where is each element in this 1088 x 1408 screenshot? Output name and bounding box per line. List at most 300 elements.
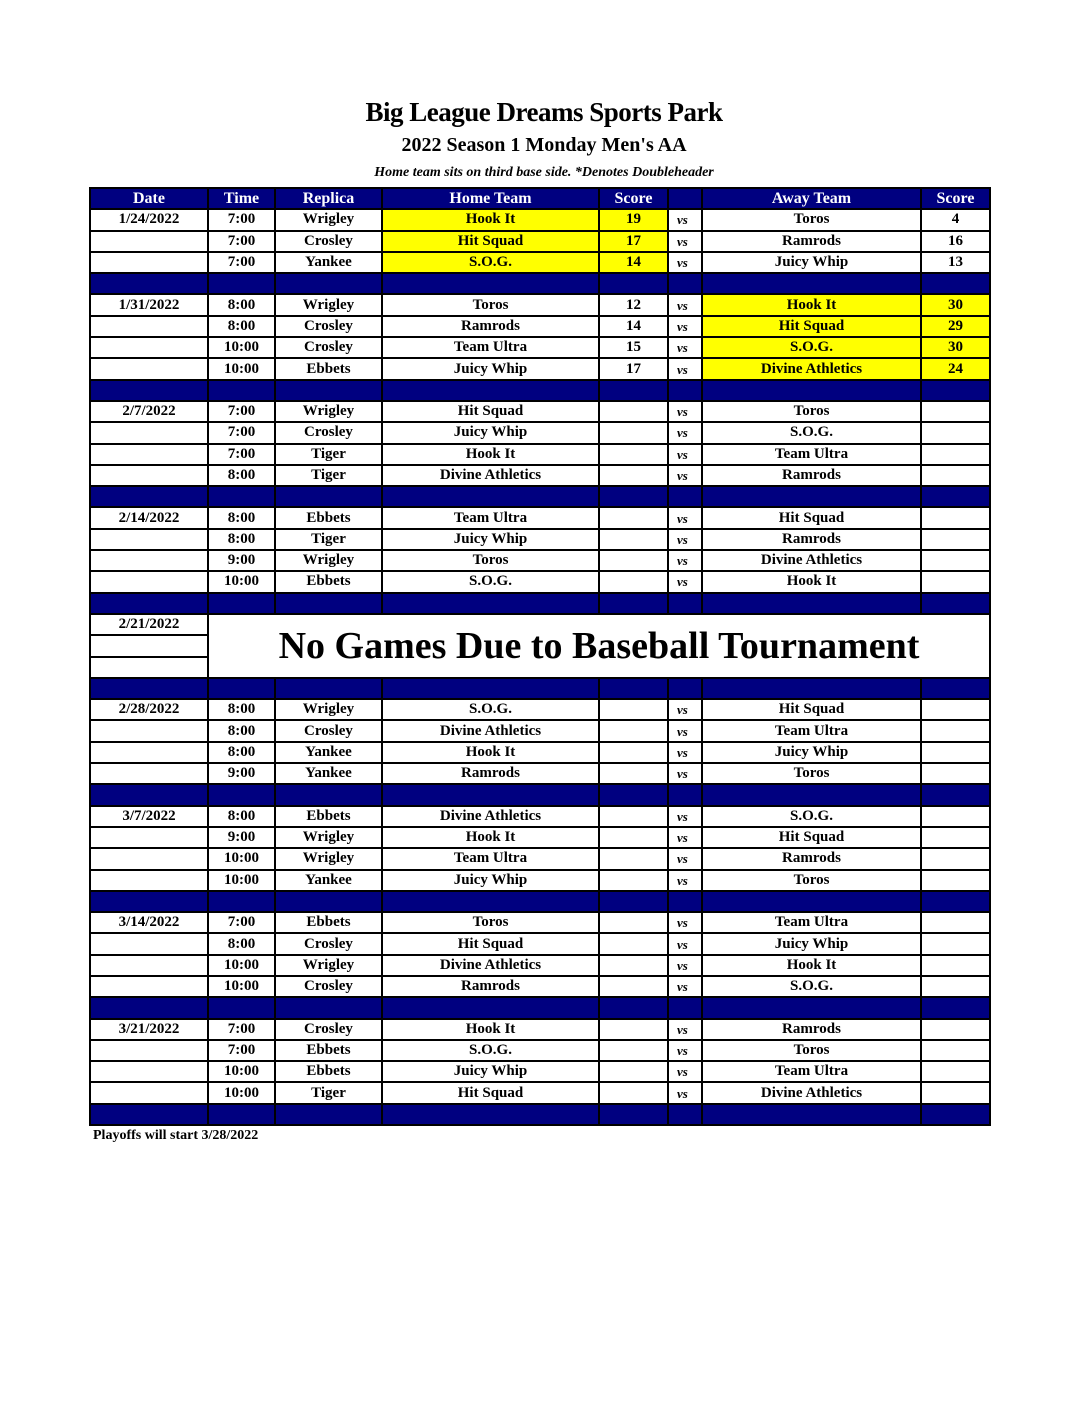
home-team-cell: Hook It <box>382 1019 599 1040</box>
date-cell <box>90 933 208 954</box>
separator-cell <box>382 273 599 294</box>
no-games-notice: No Games Due to Baseball Tournament <box>208 614 990 678</box>
home-team-cell: Hit Squad <box>382 1082 599 1103</box>
home-team-cell: Hook It <box>382 742 599 763</box>
replica-cell: Crosley <box>275 1019 382 1040</box>
separator-cell <box>208 784 275 805</box>
week-separator-row <box>90 273 990 294</box>
home-team-cell: Hook It <box>382 827 599 848</box>
home-team-cell: Divine Athletics <box>382 955 599 976</box>
date-cell <box>90 870 208 891</box>
game-row <box>90 912 990 933</box>
game-row <box>90 848 990 869</box>
vs-label: vs <box>668 742 702 763</box>
away-score-cell <box>921 1061 990 1082</box>
col-header-home-score: Score <box>599 188 668 209</box>
separator-cell <box>208 997 275 1018</box>
date-cell <box>90 337 208 358</box>
home-score-cell <box>599 912 668 933</box>
separator-cell <box>382 678 599 699</box>
week-separator-row <box>90 997 990 1018</box>
date-cell <box>90 1082 208 1103</box>
time-cell: 9:00 <box>208 827 275 848</box>
away-score-cell <box>921 444 990 465</box>
vs-label: vs <box>668 316 702 337</box>
away-team-cell: Ramrods <box>702 465 921 486</box>
week-separator-row <box>90 380 990 401</box>
vs-label: vs <box>668 1061 702 1082</box>
away-score-cell <box>921 848 990 869</box>
separator-cell <box>208 486 275 507</box>
week-separator-row <box>90 1104 990 1125</box>
separator-cell <box>208 273 275 294</box>
separator-cell <box>702 678 921 699</box>
game-row <box>90 720 990 741</box>
home-team-cell: Team Ultra <box>382 337 599 358</box>
home-score-cell: 15 <box>599 337 668 358</box>
away-team-cell: Ramrods <box>702 848 921 869</box>
separator-cell <box>921 593 990 614</box>
home-team-cell: Toros <box>382 550 599 571</box>
game-row <box>90 209 990 230</box>
separator-cell <box>921 1104 990 1125</box>
home-team-cell: Hook It <box>382 444 599 465</box>
away-team-cell: Hit Squad <box>702 316 921 337</box>
home-score-cell <box>599 806 668 827</box>
separator-cell <box>599 273 668 294</box>
home-score-cell <box>599 720 668 741</box>
replica-cell: Crosley <box>275 933 382 954</box>
replica-cell: Crosley <box>275 337 382 358</box>
time-cell: 8:00 <box>208 294 275 315</box>
replica-cell: Yankee <box>275 252 382 273</box>
separator-cell <box>668 273 702 294</box>
vs-label: vs <box>668 529 702 550</box>
date-cell <box>90 827 208 848</box>
away-team-cell: S.O.G. <box>702 806 921 827</box>
vs-label: vs <box>668 209 702 230</box>
time-cell: 7:00 <box>208 1040 275 1061</box>
game-row <box>90 1082 990 1103</box>
game-row <box>90 444 990 465</box>
away-team-cell: Team Ultra <box>702 720 921 741</box>
separator-cell <box>275 380 382 401</box>
away-team-cell: Hook It <box>702 571 921 592</box>
home-score-cell: 14 <box>599 316 668 337</box>
away-score-cell <box>921 912 990 933</box>
home-team-cell: S.O.G. <box>382 699 599 720</box>
game-row <box>90 933 990 954</box>
away-score-cell <box>921 465 990 486</box>
home-team-cell: S.O.G. <box>382 571 599 592</box>
away-team-cell: Ramrods <box>702 1019 921 1040</box>
away-team-cell: Ramrods <box>702 529 921 550</box>
separator-cell <box>668 1104 702 1125</box>
time-cell: 10:00 <box>208 358 275 379</box>
away-score-cell <box>921 870 990 891</box>
vs-label: vs <box>668 444 702 465</box>
away-score-cell: 4 <box>921 209 990 230</box>
time-cell: 10:00 <box>208 1061 275 1082</box>
col-header-home-team: Home Team <box>382 188 599 209</box>
date-cell: 1/31/2022 <box>90 294 208 315</box>
vs-label: vs <box>668 1040 702 1061</box>
home-team-cell: Toros <box>382 912 599 933</box>
home-team-cell: Hook It <box>382 209 599 230</box>
date-cell: 3/21/2022 <box>90 1019 208 1040</box>
replica-cell: Ebbets <box>275 1040 382 1061</box>
home-score-cell <box>599 571 668 592</box>
separator-cell <box>208 891 275 912</box>
time-cell: 7:00 <box>208 252 275 273</box>
separator-cell <box>599 784 668 805</box>
home-score-cell: 19 <box>599 209 668 230</box>
notice-row <box>90 614 990 635</box>
time-cell: 7:00 <box>208 1019 275 1040</box>
replica-cell: Ebbets <box>275 1061 382 1082</box>
date-cell: 2/28/2022 <box>90 699 208 720</box>
separator-cell <box>90 997 208 1018</box>
vs-label: vs <box>668 763 702 784</box>
away-team-cell: Team Ultra <box>702 912 921 933</box>
separator-cell <box>208 1104 275 1125</box>
game-row <box>90 806 990 827</box>
home-score-cell: 17 <box>599 231 668 252</box>
home-score-cell <box>599 699 668 720</box>
replica-cell: Crosley <box>275 976 382 997</box>
separator-cell <box>275 678 382 699</box>
game-row <box>90 1061 990 1082</box>
time-cell: 7:00 <box>208 231 275 252</box>
vs-label: vs <box>668 231 702 252</box>
away-score-cell <box>921 1019 990 1040</box>
game-row <box>90 529 990 550</box>
separator-cell <box>382 486 599 507</box>
home-score-cell: 17 <box>599 358 668 379</box>
separator-cell <box>702 273 921 294</box>
home-score-cell <box>599 550 668 571</box>
replica-cell: Ebbets <box>275 571 382 592</box>
time-cell: 9:00 <box>208 550 275 571</box>
separator-cell <box>90 678 208 699</box>
away-score-cell <box>921 933 990 954</box>
replica-cell: Wrigley <box>275 209 382 230</box>
separator-cell <box>668 784 702 805</box>
away-score-cell <box>921 1040 990 1061</box>
time-cell: 8:00 <box>208 316 275 337</box>
separator-cell <box>599 593 668 614</box>
col-header-time: Time <box>208 188 275 209</box>
game-row <box>90 358 990 379</box>
separator-cell <box>668 997 702 1018</box>
schedule-note: Home team sits on third base side. *Denotes Doubleheader <box>374 165 714 180</box>
separator-cell <box>599 1104 668 1125</box>
away-team-cell: Team Ultra <box>702 1061 921 1082</box>
home-team-cell: Juicy Whip <box>382 870 599 891</box>
vs-label: vs <box>668 976 702 997</box>
col-header-vs <box>668 188 702 209</box>
away-score-cell: 16 <box>921 231 990 252</box>
away-score-cell <box>921 742 990 763</box>
separator-cell <box>382 997 599 1018</box>
home-score-cell <box>599 1061 668 1082</box>
home-team-cell: Juicy Whip <box>382 358 599 379</box>
game-row <box>90 870 990 891</box>
home-score-cell <box>599 1082 668 1103</box>
week-separator-row <box>90 486 990 507</box>
date-cell: 3/14/2022 <box>90 912 208 933</box>
away-score-cell <box>921 529 990 550</box>
week-separator-row <box>90 593 990 614</box>
separator-cell <box>702 486 921 507</box>
replica-cell: Ebbets <box>275 912 382 933</box>
away-score-cell <box>921 976 990 997</box>
separator-cell <box>599 891 668 912</box>
home-score-cell <box>599 976 668 997</box>
game-row <box>90 507 990 528</box>
home-score-cell: 14 <box>599 252 668 273</box>
away-team-cell: S.O.G. <box>702 422 921 443</box>
game-row <box>90 1019 990 1040</box>
page-subtitle: 2022 Season 1 Monday Men's AA <box>401 134 687 156</box>
game-row <box>90 763 990 784</box>
replica-cell: Yankee <box>275 870 382 891</box>
game-row <box>90 294 990 315</box>
time-cell: 10:00 <box>208 955 275 976</box>
separator-cell <box>90 486 208 507</box>
empty-date-cell <box>90 657 208 678</box>
time-cell: 9:00 <box>208 763 275 784</box>
separator-cell <box>668 678 702 699</box>
vs-label: vs <box>668 912 702 933</box>
game-row <box>90 827 990 848</box>
date-cell: 2/7/2022 <box>90 401 208 422</box>
home-team-cell: Team Ultra <box>382 848 599 869</box>
replica-cell: Yankee <box>275 763 382 784</box>
vs-label: vs <box>668 294 702 315</box>
game-row <box>90 465 990 486</box>
time-cell: 10:00 <box>208 848 275 869</box>
away-team-cell: Toros <box>702 870 921 891</box>
date-cell <box>90 465 208 486</box>
replica-cell: Crosley <box>275 316 382 337</box>
separator-cell <box>275 997 382 1018</box>
replica-cell: Tiger <box>275 1082 382 1103</box>
away-score-cell <box>921 763 990 784</box>
week-separator-row <box>90 678 990 699</box>
separator-cell <box>208 593 275 614</box>
away-score-cell <box>921 699 990 720</box>
home-team-cell: S.O.G. <box>382 252 599 273</box>
separator-cell <box>275 593 382 614</box>
date-cell <box>90 358 208 379</box>
separator-cell <box>599 997 668 1018</box>
separator-cell <box>702 997 921 1018</box>
separator-cell <box>90 784 208 805</box>
time-cell: 8:00 <box>208 720 275 741</box>
game-row <box>90 976 990 997</box>
separator-cell <box>382 891 599 912</box>
away-score-cell <box>921 955 990 976</box>
away-score-cell: 13 <box>921 252 990 273</box>
away-team-cell: S.O.G. <box>702 976 921 997</box>
date-cell <box>90 444 208 465</box>
date-cell: 2/21/2022 <box>90 614 208 635</box>
separator-cell <box>275 486 382 507</box>
separator-cell <box>382 593 599 614</box>
replica-cell: Crosley <box>275 231 382 252</box>
vs-label: vs <box>668 1019 702 1040</box>
date-cell: 3/7/2022 <box>90 806 208 827</box>
time-cell: 10:00 <box>208 870 275 891</box>
time-cell: 8:00 <box>208 742 275 763</box>
time-cell: 7:00 <box>208 209 275 230</box>
week-separator-row <box>90 891 990 912</box>
home-team-cell: Team Ultra <box>382 507 599 528</box>
away-team-cell: Divine Athletics <box>702 550 921 571</box>
col-header-away-team: Away Team <box>702 188 921 209</box>
vs-label: vs <box>668 550 702 571</box>
date-cell <box>90 742 208 763</box>
replica-cell: Crosley <box>275 422 382 443</box>
replica-cell: Ebbets <box>275 507 382 528</box>
date-cell <box>90 252 208 273</box>
away-team-cell: Toros <box>702 763 921 784</box>
empty-date-cell <box>90 635 208 656</box>
away-score-cell <box>921 806 990 827</box>
vs-label: vs <box>668 933 702 954</box>
away-team-cell: Hook It <box>702 955 921 976</box>
away-score-cell <box>921 401 990 422</box>
home-score-cell <box>599 742 668 763</box>
home-score-cell <box>599 401 668 422</box>
replica-cell: Wrigley <box>275 848 382 869</box>
game-row <box>90 252 990 273</box>
home-score-cell <box>599 955 668 976</box>
separator-cell <box>668 891 702 912</box>
away-score-cell: 24 <box>921 358 990 379</box>
replica-cell: Wrigley <box>275 401 382 422</box>
vs-label: vs <box>668 870 702 891</box>
vs-label: vs <box>668 827 702 848</box>
date-cell <box>90 848 208 869</box>
date-cell <box>90 529 208 550</box>
away-team-cell: Divine Athletics <box>702 1082 921 1103</box>
replica-cell: Crosley <box>275 720 382 741</box>
home-score-cell <box>599 848 668 869</box>
away-team-cell: S.O.G. <box>702 337 921 358</box>
playoffs-note: Playoffs will start 3/28/2022 <box>93 1128 259 1143</box>
game-row <box>90 571 990 592</box>
separator-cell <box>90 891 208 912</box>
replica-cell: Ebbets <box>275 806 382 827</box>
replica-cell: Wrigley <box>275 550 382 571</box>
away-score-cell <box>921 827 990 848</box>
date-cell <box>90 316 208 337</box>
page-title: Big League Dreams Sports Park <box>365 97 723 127</box>
home-score-cell <box>599 507 668 528</box>
home-team-cell: Hit Squad <box>382 933 599 954</box>
away-team-cell: Juicy Whip <box>702 933 921 954</box>
separator-cell <box>208 380 275 401</box>
separator-cell <box>668 380 702 401</box>
vs-label: vs <box>668 720 702 741</box>
vs-label: vs <box>668 252 702 273</box>
separator-cell <box>921 273 990 294</box>
home-team-cell: Juicy Whip <box>382 422 599 443</box>
separator-cell <box>921 891 990 912</box>
table-header-row <box>90 188 990 209</box>
away-team-cell: Toros <box>702 401 921 422</box>
replica-cell: Tiger <box>275 465 382 486</box>
time-cell: 10:00 <box>208 571 275 592</box>
home-score-cell <box>599 422 668 443</box>
separator-cell <box>668 593 702 614</box>
separator-cell <box>599 486 668 507</box>
home-team-cell: Ramrods <box>382 763 599 784</box>
time-cell: 7:00 <box>208 444 275 465</box>
vs-label: vs <box>668 422 702 443</box>
separator-cell <box>921 380 990 401</box>
home-team-cell: Juicy Whip <box>382 1061 599 1082</box>
home-score-cell <box>599 529 668 550</box>
game-row <box>90 742 990 763</box>
separator-cell <box>90 593 208 614</box>
home-team-cell: Hit Squad <box>382 231 599 252</box>
date-cell <box>90 231 208 252</box>
replica-cell: Wrigley <box>275 827 382 848</box>
separator-cell <box>702 784 921 805</box>
col-header-away-score: Score <box>921 188 990 209</box>
separator-cell <box>921 997 990 1018</box>
away-score-cell <box>921 571 990 592</box>
away-team-cell: Hit Squad <box>702 699 921 720</box>
home-score-cell <box>599 444 668 465</box>
vs-label: vs <box>668 571 702 592</box>
time-cell: 7:00 <box>208 401 275 422</box>
date-cell <box>90 763 208 784</box>
game-row <box>90 955 990 976</box>
separator-cell <box>208 678 275 699</box>
game-row <box>90 337 990 358</box>
time-cell: 10:00 <box>208 1082 275 1103</box>
home-score-cell <box>599 933 668 954</box>
game-row <box>90 422 990 443</box>
time-cell: 8:00 <box>208 529 275 550</box>
vs-label: vs <box>668 806 702 827</box>
away-team-cell: Hit Squad <box>702 827 921 848</box>
date-cell <box>90 422 208 443</box>
time-cell: 8:00 <box>208 507 275 528</box>
separator-cell <box>921 678 990 699</box>
date-cell <box>90 955 208 976</box>
away-score-cell <box>921 507 990 528</box>
separator-cell <box>275 891 382 912</box>
time-cell: 8:00 <box>208 699 275 720</box>
home-team-cell: Divine Athletics <box>382 806 599 827</box>
separator-cell <box>599 678 668 699</box>
away-score-cell <box>921 1082 990 1103</box>
date-cell: 1/24/2022 <box>90 209 208 230</box>
separator-cell <box>275 273 382 294</box>
separator-cell <box>382 1104 599 1125</box>
home-score-cell <box>599 1040 668 1061</box>
separator-cell <box>668 486 702 507</box>
time-cell: 10:00 <box>208 976 275 997</box>
away-team-cell: Team Ultra <box>702 444 921 465</box>
home-team-cell: Toros <box>382 294 599 315</box>
vs-label: vs <box>668 848 702 869</box>
